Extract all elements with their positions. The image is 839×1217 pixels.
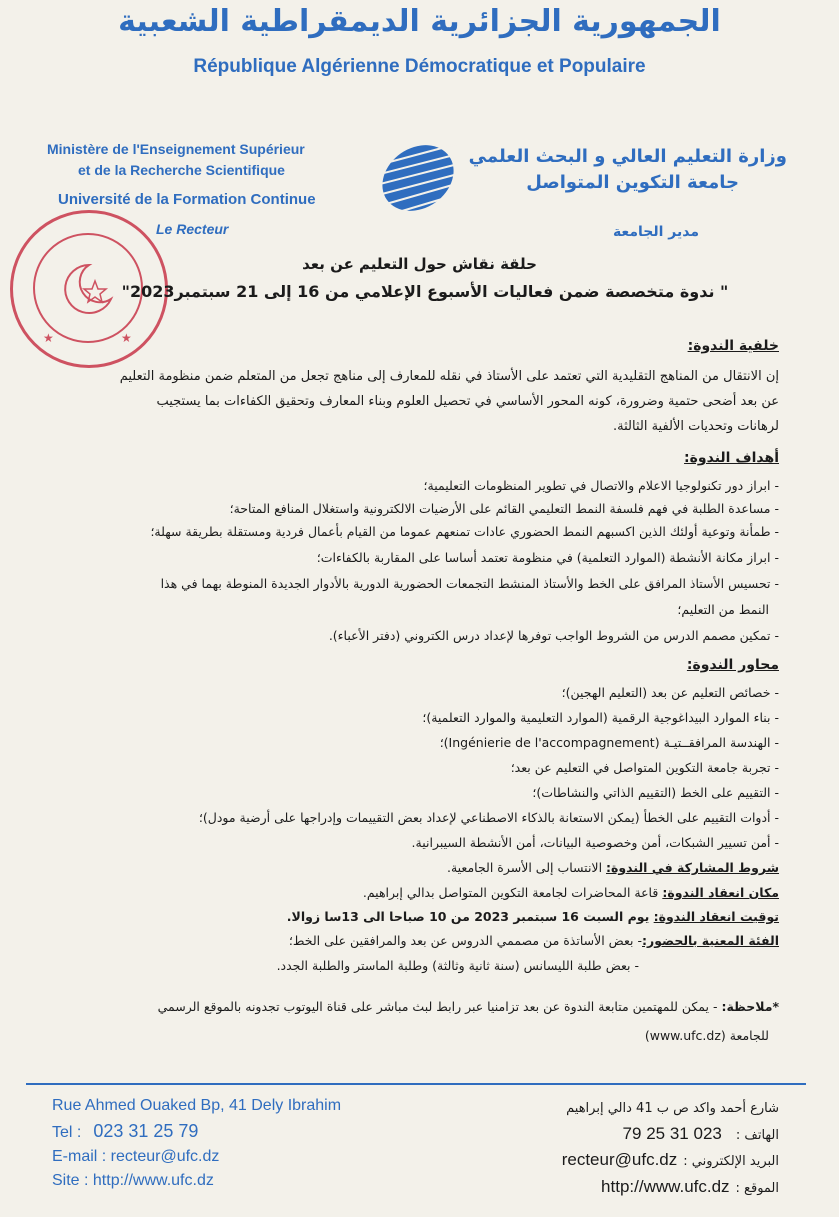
venue-label: مكان انعقاد الندوة: bbox=[662, 885, 779, 900]
audience-line bbox=[39, 929, 779, 952]
official-stamp-icon: ★ ★ bbox=[10, 210, 168, 368]
objective-item: - طمأنة وتوعية أولئك الذين اكسبهم النمط الحضوري عادات تمنعهم عموما من القيام بأعمال فردية ومستقلة بطريقة سهلة؛ bbox=[150, 524, 779, 539]
audience-label: الفئة المعنية بالحضور: bbox=[642, 933, 779, 948]
footer-email-ar bbox=[459, 1150, 779, 1170]
note-line-2: للجامعة (www.ufc.dz) bbox=[644, 1028, 769, 1043]
note-line-1 bbox=[19, 995, 779, 1018]
ministry-fr-line-2: et de la Recherche Scientifique bbox=[78, 162, 285, 178]
background-line-1: إن الانتقال من المناهج التقليدية التي تعتمد على الأستاذ في نقله للمعارف إلى مناهج تجعل من المتعلم ضمن منظومة التعليم bbox=[119, 369, 779, 384]
footer-site-value-ar[interactable]: http://www.ufc.dz bbox=[601, 1177, 730, 1196]
audience-item-1: - بعض الأساتذة من مصممي الدروس عن بعد والمرافقين على الخط؛ bbox=[288, 933, 642, 948]
conditions-label: شروط المشاركة في الندوة: bbox=[606, 860, 779, 875]
footer-email-fr[interactable]: E-mail : recteur@ufc.dz bbox=[52, 1148, 220, 1165]
objectives-heading: أهداف الندوة: bbox=[684, 450, 779, 466]
objective-item: - تحسيس الأستاذ المرافق على الخط والأستاذ المنشط التجمعات الحضورية الدورية بالأدوار الجديدة المنوطة بهما في هذا bbox=[160, 576, 779, 591]
footer-site-ar bbox=[459, 1177, 779, 1197]
footer-address-fr: Rue Ahmed Ouaked Bp, 41 Dely Ibrahim bbox=[52, 1097, 342, 1114]
venue-value: قاعة المحاضرات لجامعة التكوين المتواصل بدالي إبراهيم. bbox=[362, 885, 663, 900]
footer-tel-ar bbox=[479, 1124, 779, 1144]
rector-ar: مدير الجامعة bbox=[612, 224, 699, 240]
background-heading: خلفية الندوة: bbox=[687, 338, 779, 354]
footer-email-value-ar[interactable]: recteur@ufc.dz bbox=[561, 1150, 678, 1169]
axis-item: - تجربة جامعة التكوين المتواصل في التعليم عن بعد؛ bbox=[510, 760, 779, 775]
timing-line bbox=[39, 905, 779, 928]
footer-tel-label-fr: Tel : bbox=[52, 1124, 82, 1141]
venue-line bbox=[39, 881, 779, 904]
objective-item: - تمكين مصمم الدرس من الشروط الواجب توفرها لإعداد درس الكتروني (دفتر الأعباء). bbox=[328, 628, 779, 643]
axis-item: - التقييم على الخط (التقييم الذاتي والنشاطات)؛ bbox=[532, 785, 779, 800]
university-fr: Université de la Formation Continue bbox=[58, 191, 316, 208]
event-title-2: " ندوة متخصصة ضمن فعاليات الأسبوع الإعلامي من 16 إلى 21 سبتمبر2023" bbox=[121, 282, 729, 301]
footer-tel-number-fr: 023 31 25 79 bbox=[93, 1121, 199, 1141]
conditions-value: الانتساب إلى الأسرة الجامعية. bbox=[446, 860, 607, 875]
note-text: - يمكن للمهتمين متابعة الندوة عن بعد تزامنيا عبر رابط لبث مباشر على قناة اليوتوب تجدونه بالموقع الرسمي bbox=[157, 999, 722, 1014]
note-label: *ملاحظة: bbox=[721, 999, 779, 1014]
footer-email-label-ar: البريد الإلكتروني : bbox=[683, 1154, 779, 1169]
header-title-ar: الجمهورية الجزائرية الديمقراطية الشعبية bbox=[118, 4, 721, 39]
axis-item: - خصائص التعليم عن بعد (التعليم الهجين)؛ bbox=[561, 685, 779, 700]
axis-item: - أمن تسيير الشبكات، أمن وخصوصية البيانات، أمن الأنشطة السيبرانية. bbox=[411, 835, 779, 850]
ministry-ar: وزارة التعليم العالي و البحث العلمي bbox=[468, 146, 787, 167]
ministry-fr-line-1: Ministère de l'Enseignement Supérieur bbox=[47, 141, 305, 157]
footer-tel-number-ar: 023 31 25 79 bbox=[622, 1124, 722, 1143]
footer-site-fr[interactable]: Site : http://www.ufc.dz bbox=[52, 1172, 214, 1189]
timing-value: يوم السبت 16 سبتمبر 2023 من 10 صباحا الى 13سا زوالا. bbox=[286, 909, 654, 924]
header-title-fr: République Algérienne Démocratique et Populaire bbox=[193, 56, 646, 77]
rector-fr: Le Recteur bbox=[156, 221, 229, 237]
timing-label: توقيت انعقاد الندوة: bbox=[653, 909, 779, 924]
footer-tel-fr bbox=[52, 1121, 198, 1142]
university-ar: جامعة التكوين المتواصل bbox=[526, 172, 739, 193]
event-title-1: حلقة نقاش حول التعليم عن بعد bbox=[302, 255, 537, 273]
axes-heading: محاور الندوة: bbox=[686, 657, 779, 673]
footer-address-ar: شارع أحمد واكد ص ب 41 دالي إبراهيم bbox=[566, 1101, 779, 1116]
objective-item: النمط من التعليم؛ bbox=[677, 602, 769, 617]
background-line-3: لرهانات وتحديات الألفية الثالثة. bbox=[613, 419, 779, 434]
conditions-line bbox=[39, 856, 779, 879]
axis-item: - أدوات التقييم على الخطأ (يمكن الاستعانة بالذكاء الاصطناعي لإعداد بعض التقييمات وإدراجها على أرضية مودل)؛ bbox=[198, 810, 779, 825]
audience-item-2: - بعض طلبة الليسانس (سنة ثانية وثالثة) وطلبة الماستر والطلبة الجدد. bbox=[276, 958, 639, 973]
footer-tel-label-ar: الهاتف : bbox=[735, 1128, 779, 1143]
axis-item: - الهندسة المرافقــتيـة (Ingénierie de l'accompagnement)؛ bbox=[439, 735, 779, 750]
footer-divider bbox=[26, 1083, 806, 1085]
objective-item: - مساعدة الطلبة في فهم فلسفة النمط التعليمي القائم على الأرضيات الالكترونية واستغلال المنافع المتاحة؛ bbox=[229, 501, 779, 516]
footer-site-label-ar: الموقع : bbox=[735, 1181, 779, 1196]
objective-item: - ابراز مكانة الأنشطة (الموارد التعلمية) في منظومة تعتمد أساسا على المقاربة بالكفاءات؛ bbox=[316, 550, 779, 565]
background-line-2: عن بعد أضحى حتمية وضرورة، كونه المحور الأساسي في تحصيل العلوم وبناء المعارف وتحقيق الكفاءات بما يستجيب bbox=[156, 394, 779, 409]
axis-item: - بناء الموارد البيداغوجية الرقمية (الموارد التعليمية والموارد التعلمية)؛ bbox=[422, 710, 779, 725]
objective-item: - ابراز دور تكنولوجيا الاعلام والاتصال في تطوير المنظومات التعليمية؛ bbox=[423, 478, 779, 493]
